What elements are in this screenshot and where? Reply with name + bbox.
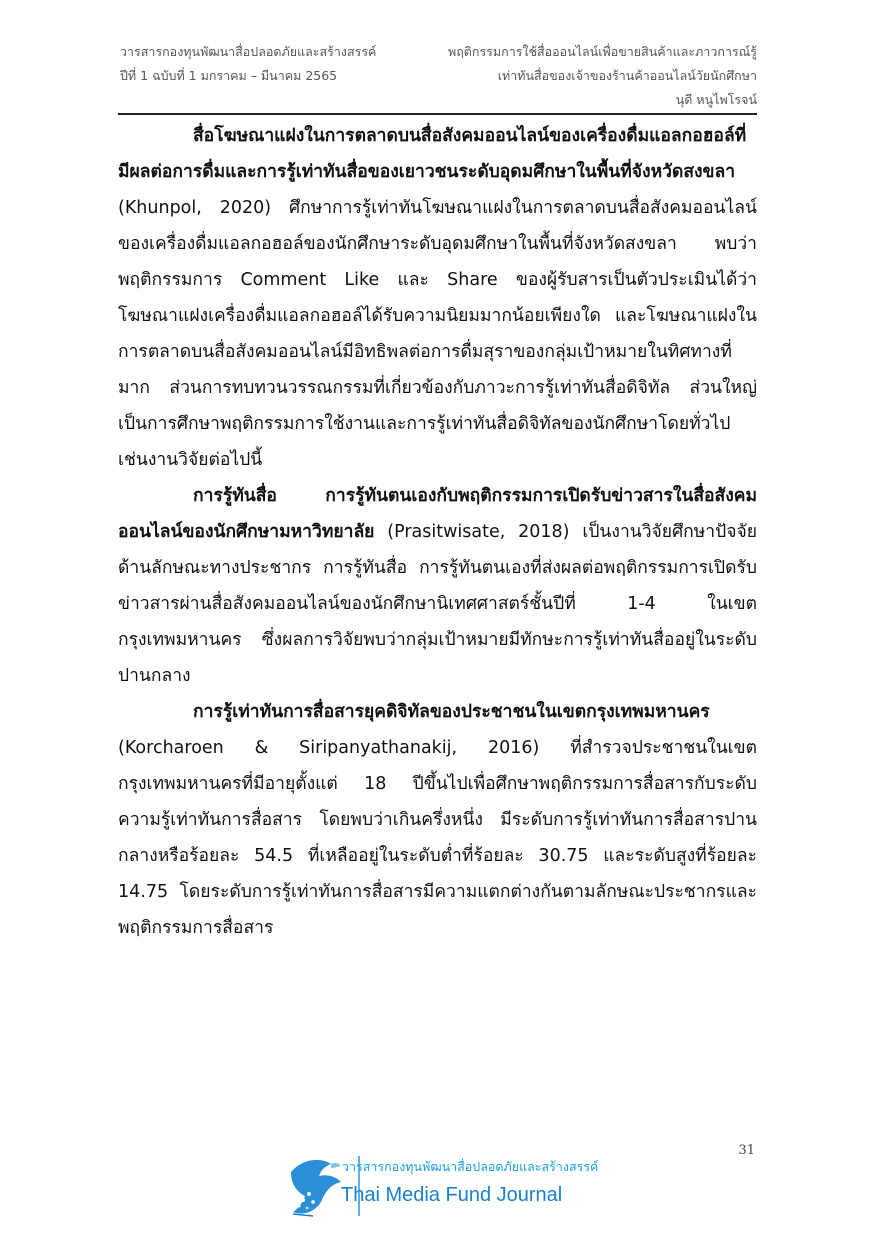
paragraph-text: (Korcharoen & Siripanyathanakij, 2016) ที่สำรวจประชาชนในเขตกรุงเทพมหานครที่มีอายุตั้งแต่ 18 ปีขึ้นไปเพื่อศึกษาพฤติกรรมการสื่อสารกับระดับความรู้เท่าทันการสื่อสาร โดยพบว่าเกินครึ่งหนึ่ง มีระดับการรู้เท่าทันการสื่อสารปานกลางหรือร้อยละ 54.5 ที่เหลืออยู่ในระดับต่ำที่ร้อยละ 30.75 และระดับสูงที่ร้อยละ 14.75 โดยระดับการรู้เท่าทันการสื่อสารมีความแตกต่างกันตามลักษณะประชากรและพฤติกรรมการสื่อสาร [118, 738, 757, 938]
header-divider [118, 113, 757, 115]
paragraph-prasitwisate [118, 478, 757, 694]
journal-issue: ปีที่ 1 ฉบับที่ 1 มกราคม – มีนาคม 2565 [120, 68, 338, 83]
article-title-line-1: พฤติกรรมการใช้สื่อออนไลน์เพื่อขายสินค้าและภาวการณ์รู้ [447, 44, 757, 59]
article-body [118, 118, 757, 946]
paragraph-khunpol [118, 118, 757, 478]
article-author: นุดี หนูไพโรจน์ [675, 92, 757, 107]
journal-logo [285, 1150, 625, 1225]
paragraph-text: (Prasitwisate, 2018) เป็นงานวิจัยศึกษาปัจจัยด้านลักษณะทางประชากร การรู้ทันสื่อ การรู้ทันตนเองที่ส่งผลต่อพฤติกรรมการเปิดรับข่าวสารผ่านสื่อสังคมออนไลน์ของนักศึกษานิเทศศาสตร์ชั้นปีที่ 1-4 ในเขตกรุงเทพมหานคร ซึ่งผลการวิจัยพบว่ากลุ่มเป้าหมายมีทักษะการรู้เท่าทันสื่ออยู่ในระดับปานกลาง [118, 522, 757, 686]
logo-thai-name: วารสารกองทุนพัฒนาสื่อปลอดภัยและสร้างสรรค์ [342, 1159, 599, 1174]
article-title-line-2: เท่าทันสื่อของเจ้าของร้านค้าออนไลน์วัยนักศึกษา [497, 68, 757, 83]
logo-english-name: Thai Media Fund Journal [341, 1184, 563, 1206]
page-number: 31 [738, 1143, 755, 1158]
running-header-right [397, 40, 757, 112]
dove-icon [285, 1150, 345, 1222]
paragraph-title: การรู้เท่าทันการสื่อสารยุคดิจิทัลของประชาชนในเขตกรุงเทพมหานคร [193, 702, 710, 722]
paragraph-title: สื่อโฆษณาแฝงในการตลาดบนสื่อสังคมออนไลน์ของเครื่องดื่มแอลกอฮอล์ที่มีผลต่อการดื่มและการรู้เท่าทันสื่อของเยาวชนระดับอุดมศึกษาในพื้นที่จังหวัดสงขลา [118, 126, 747, 182]
paragraph-text: (Khunpol, 2020) ศึกษาการรู้เท่าทันโฆษณาแฝงในการตลาดบนสื่อสังคมออนไลน์ของเครื่องดื่มแอลกอฮอล์ของนักศึกษาระดับอุดมศึกษาในพื้นที่จังหวัดสงขลา พบว่า พฤติกรรมการ Comment Like และ Share ของผู้รับสารเป็นตัวประเมินได้ว่า โฆษณาแฝงเครื่องดื่มแอลกอฮอล์ได้รับความนิยมมากน้อยเพียงใด และโฆษณาแฝงในการตลาดบนสื่อสังคมออนไลน์มีอิทธิพลต่อการดื่มสุราของกลุ่มเป้าหมายในทิศทางที่มาก ส่วนการทบทวนวรรณกรรมที่เกี่ยวข้องกับภาวะการรู้เท่าทันสื่อดิจิทัล ส่วนใหญ่เป็นการศึกษาพฤติกรรมการใช้งานและการรู้เท่าทันสื่อดิจิทัลของนักศึกษาโดยทั่วไปเช่นงานวิจัยต่อไปนี้ [118, 198, 757, 470]
journal-name: วารสารกองทุนพัฒนาสื่อปลอดภัยและสร้างสรรค์ [120, 44, 377, 59]
paragraph-title: การรู้ทันสื่อ การรู้ทันตนเองกับพฤติกรรมการเปิดรับข่าวสารในสื่อสังคมออนไลน์ของนักศึกษามหาวิทยาลัย [118, 486, 757, 542]
paragraph-korcharoen [118, 694, 757, 946]
